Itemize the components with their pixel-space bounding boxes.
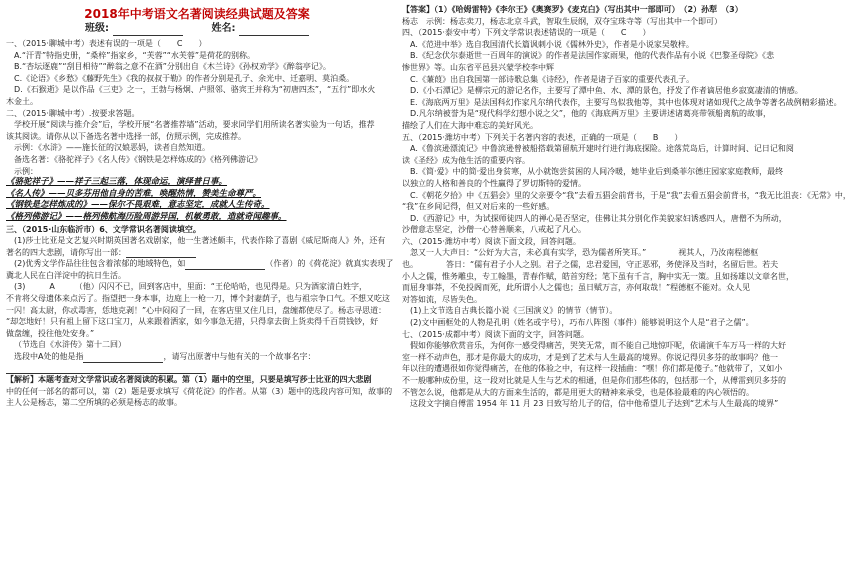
line-text: C.《蒹葭》出自我国第一部诗歌总集《诗经》，作者是诸子百家的重要代表孔子。 [410,74,695,84]
student-info-row [6,22,388,36]
line-text-tail: ，请写出原著中与他有关的一个故事名字： [163,352,316,362]
left-text-line [6,247,388,259]
line-text: A.“汗青”特指史册，“桑梓”指家乡，“芙蓉”“水芙蓉”是荷花的别称。 [14,50,256,60]
answer-blank [126,248,196,258]
right-text-line [402,387,784,399]
left-text-line [6,131,388,143]
right-text-line [402,50,784,62]
answer-blank [83,353,163,363]
line-text: 主人公是杨志，第二空所填的必须是杨志的故事。 [6,398,182,408]
line-text: 而屈身事莽，不免投阁而死，此所谓小人之儒也；虽日赋万言，亦何取哉！”程德枢不能对。众人见 [402,283,751,293]
left-column [6,4,394,560]
left-text-line [6,224,388,236]
right-text-line [402,236,784,248]
line-text: 小人之儒，惟务雕虫，专工翰墨，青春作赋，皓首穷经；笔下虽有千言，胸中实无一策。且如扬雄以文章名世， [402,271,794,281]
line-text: 也。 答日：“儒有君子小人之别。君子之儒，忠君爱国，守正恶邪，务使泽及当时，名留后世。若夫 [402,260,779,270]
line-text: 假如你能够欣赏音乐，为何你一感受得痛苦，哭笑无常，而不能自己地惊吓呢，依诵演千车万马一样的大好 [410,341,786,351]
left-text-line [6,397,388,409]
right-text-line [402,108,784,120]
right-text-line [402,155,784,167]
right-text-line [402,294,784,306]
right-text-line [402,27,784,39]
right-text-body [402,4,851,410]
left-text-line [6,73,388,85]
line-text: 中的任何一部名的都可以，第（2）题是要求填写《荷花淀》的作者。从第（3）题中的选段内容可知，故事的 [6,386,393,396]
line-text: D.《石猴逝》是以作品《三吏》之一，王勃与杨炯、卢照邻、骆宾王并称为“初唐四杰”，“五行”即水火 [14,85,376,95]
left-text-line [6,328,388,340]
line-text: 著名的四大悲剧，请你写出一部： [6,247,126,257]
line-text: 示例： [14,166,38,176]
class-label: 班级: [85,23,110,34]
line-text: 不肯将父母遗体来点污了。指望把一身本事，边庭上一枪一刀，博个封妻荫子，也与祖宗争口气。不想又吃这 [6,294,390,304]
line-text: (2)优秀文学作品往往包含着浓郁的地域特色，如 [14,259,186,269]
right-text-line [402,74,784,86]
line-text: (1)上文节选自古典长篇小说《三国演义》的情节（情节）。 [410,306,618,316]
right-text-line [402,62,784,74]
line-text: 对答如流，尽皆失色。 [402,294,482,304]
line-text: B.“杏坛逐鹿”“刮目相待”“醉翁之意不在酒”分别出自《木兰诗》《孙权劝学》《醉翁亭记》。 [14,62,331,72]
right-text-line [402,259,784,271]
left-text-line [6,166,388,178]
right-text-line [402,317,784,329]
line-text: (1)莎士比亚是文艺复兴时期英国著名戏剧家，他一生著述颇丰，代表作除了喜剧《威尼斯商人》外，还有 [14,236,386,246]
right-text-line [402,190,851,202]
line-text: 忽又一人大声日：“公好为大言，未必真有实学，恐为儒者所笑耳。” 视其人，乃汝南程德枢 [410,248,759,258]
left-text-line [6,38,388,50]
line-text: B.《简·爱》中的简·爱出身贫寒，从小就饱尝贫困的人间冷暖，她毕业后到桑菲尔德庄园家家庭教师，最终 [410,167,784,177]
right-text-line [402,305,784,317]
left-text-line [6,351,388,363]
name-blank [239,26,309,36]
left-text-line [6,212,388,224]
line-text: 《格列佛游记》——格列佛航海历险周游异国，机敏勇敢，造就奇闻趣事。 [6,211,287,222]
left-text-line [6,363,388,375]
right-text-line [402,132,784,144]
line-text-tail: （作者）的《荷花淀》就真实表现了 [265,259,394,269]
line-text: 冀北人民在白洋淀中的抗日生活。 [6,270,126,280]
right-text-line [402,375,784,387]
line-text: D.《西游记》中，为试探师徒四人的禅心是否坚定，佳佛让其分别化作美貌家妇诱惑四人，唐僧不为所动， [410,213,787,223]
line-text: 示例：《水浒》——施长征的汉娘恶妈，读者自然知道。 [14,143,210,153]
right-text-line [402,398,784,410]
line-text: （节选自《水浒传》第十二回） [14,340,126,350]
left-text-line [6,50,388,62]
right-text-line [402,201,784,213]
left-text-line [6,84,388,96]
line-text: 《名人传》——贝多芬用他自身的苦难，唤醒热情，赞美生命尊严。 [6,188,262,199]
line-text: 这段文字摘自傅雷 1954 年 11 月 23 日致写给儿子的信，信中他希望儿子达到“艺术与人生最高的境界” [410,399,779,409]
page-title: 2018年中考语文名著阅读经典试题及答案 [84,7,310,21]
left-text-line [6,270,388,282]
line-text: B.《纪念伏尔泰逝世一百周年的演说》的作者是法国作家雨果，他的代表作品有小说《巴黎圣母院》《悲 [410,51,775,61]
left-text-line [6,154,388,166]
left-text-line [6,108,388,120]
left-text-line [6,119,388,131]
right-text-line [402,282,784,294]
left-text-line [6,293,388,305]
left-text-line [6,374,388,386]
line-text: 年以往的遭遇很如你觉得痛苦，在他的体验之中，有这样一段插曲：“嘿！你们都是傻子。”他就带了，又如小 [402,364,783,374]
line-text: 学校开展“阅读与推介会”后，学校开展“名著推荐墙”活动，要求同学们用所读名著实验为一句话，推荐 [14,120,375,130]
line-text: 《骆驼祥子》——祥子三起三落，体现命运，演绎普日事。 [6,177,228,188]
line-text: 四、（2015·泰安中考）下列文学常识表述错误的一项是（ C ） [402,28,651,38]
right-text-line [402,97,842,109]
line-text: 六、（2015·潍坊中考）阅读下面文段，回答问题。 [402,236,581,246]
line-text: 【解析】本题考查对文学常识或名著阅读的积累。第（1）题中的空里，只要是填写莎士比亚的四大悲剧 [6,375,372,385]
right-text-line [402,340,784,352]
right-text-line [402,363,784,375]
left-text-line [6,235,388,247]
left-text-line [6,339,388,351]
right-text-line [402,120,784,132]
line-text: 杨志 示例：杨志卖刀，杨志北京斗武，智取生辰纲，双夺宝珠寺等（写出其中一个即可） [402,16,722,26]
answer-blank [185,260,265,270]
line-text: (2)文中画框处的人物是孔明（姓名或字号），巧布八阵图（事件）能够说明这个人是“君子之儒”。 [410,318,754,328]
line-text: A.《范进中举》选自我国清代长篇讽刺小说《儒林外史》，作者是小说家吴敬梓。 [410,39,694,49]
line-text: 不一般哪种成份里，这一段对比就是人生与艺术的相通，但是你们那些体的，包括那一个，从傅雷到贝多芬的 [402,376,786,385]
line-text: 读《圣经》成为他生活的重要内容。 [402,155,530,165]
line-text: “我”在乡间记得，但又对后来的一些好感。 [402,202,555,212]
right-text-line [402,213,787,225]
right-text-line [402,178,784,190]
line-text: 二、（2015·聊城中考）.按要求答题。 [6,108,140,118]
line-text: C.《朝花夕拾》中《五猖会》里的父亲要令“我”去看五猖会前背书，于是“我”去看五猖会前背书，“我无比沮丧：《无常》中， [410,190,851,200]
line-text: 备选名著：《骆驼祥子》《名人传》《钢铁是怎样炼成的》《格列佛游记》 [14,154,262,164]
line-text: 一闪！高太尉，你忒毒害，恁地克剥！”心中闷闷了一回，在客店里又住几日，盘缠都使尽了。杨志寻思道： [6,305,387,315]
line-text: 三、（2015·山东临沂市）6、文学常识名著阅读填空。 [6,224,201,234]
line-text: 描绘了人们在大海中难忘的美好风光。 [402,120,538,130]
line-text: D.《小石潭记》是柳宗元的游记名作，主要写了潭中鱼、水、潭的景色，抒发了作者谪居他乡寂寞凄清的情感。 [410,86,803,96]
left-text-line [6,386,393,398]
line-text: C.《论语》《乡愁》《藤野先生》《我的叔叔于勒》的作者分别是孔子、余光中、迁嘉明、莫泊桑。 [14,73,355,83]
right-text-line [402,224,784,236]
line-text: 做盘缠，投往他处安身。” [6,328,95,338]
line-text: 沙僧意志坚定，沙僧一心替善顺来，八戒起了凡心。 [402,225,586,235]
right-text-line [402,143,794,155]
line-text: A.《鲁滨逊漂流记》中鲁滨逊曾被船搭载第留航开建时行进行海底探险。途落荒岛后，计算时间、记日记和阅 [410,144,794,154]
left-text-line [6,142,388,154]
line-text: 一、（2015·聊城中考）表述有误的一项是（ C ） [6,39,207,48]
line-text: 以独立的人格和善良的个性赢得了罗切斯特的爱情。 [402,178,586,188]
right-text-line [402,166,784,178]
left-text-line [6,96,388,108]
line-text: 该其阅读。请你从以下备选名著中选择一部，仿照示例，完成推荐。 [6,131,246,141]
left-text-line [6,189,388,201]
right-column [402,4,851,560]
class-blank [113,26,183,36]
line-text: 七、（2015·成都中考）阅读下面的文字，回答问题。 [402,329,589,339]
line-text: 木金土。 [6,96,38,106]
left-text-line [6,305,388,317]
right-text-line [402,329,784,341]
left-text-line [6,281,388,293]
left-text-line [6,200,388,212]
line-text: 不管怎么说，他都是从大的方面来生活的，都是用更大的精神来承受，也是体验最难的内心领悟的。 [402,387,754,397]
left-text-body [6,38,394,409]
right-text-line [402,352,784,364]
right-text-line [402,39,784,51]
line-text: 选段中A处的他是指 [14,352,84,362]
right-text-line [402,247,784,259]
right-text-line [402,4,784,16]
line-text: 室一样不动声色，那才是你最大的成功，才是到了艺术与人生最高的境界。你说记得贝多芬的故事吗？他一 [402,352,778,362]
line-text: (3) A （他）闪闪不已，回到客店中，里面：“王伦哈哈，也见得是。只为酒家清白姓字， [14,282,367,292]
right-text-line [402,85,803,97]
left-text-line [6,316,388,328]
left-text-line [6,258,394,270]
left-text-line [6,177,388,189]
line-text: “却怎地好！只有祖上留下这口宝刀，从来跟着洒家，如今事急无措，只得拿去街上货卖得千百贯钱钞，好 [6,317,379,327]
line-text: 惨世界》等。山东省平邑县兴蒙学校李中辉 [402,62,554,72]
line-text: 【答案】（1）《哈姆雷特》《李尔王》《奥赛罗》《麦克白》（写出其中一部即可） （2）孙犁 （3） [402,5,743,14]
line-text: 《钢铁是怎样炼成的》——保尔不畏艰难，意志坚定，成就人生传奇。 [6,200,270,211]
right-text-line [402,271,794,283]
right-text-line [402,16,784,28]
line-text: E.《海底两万里》是法国科幻作家凡尔纳代表作，主要写鸟似我他等，其中也体现对诸如现代之战争等著名战例精彩描述。 [410,97,842,107]
line-text: 五、（2015·潍坊中考）下列关于名著内容的表述，正确的一项是（ B ） [402,132,683,142]
name-label: 姓名: [211,23,236,34]
answer-blank [6,364,206,374]
left-text-line [6,61,388,73]
line-text: D.凡尔纳被誉为是“现代科学幻想小说之父”，他的《海底两万里》主要讲述诸葛亮带领船离航的故事， [410,109,771,119]
